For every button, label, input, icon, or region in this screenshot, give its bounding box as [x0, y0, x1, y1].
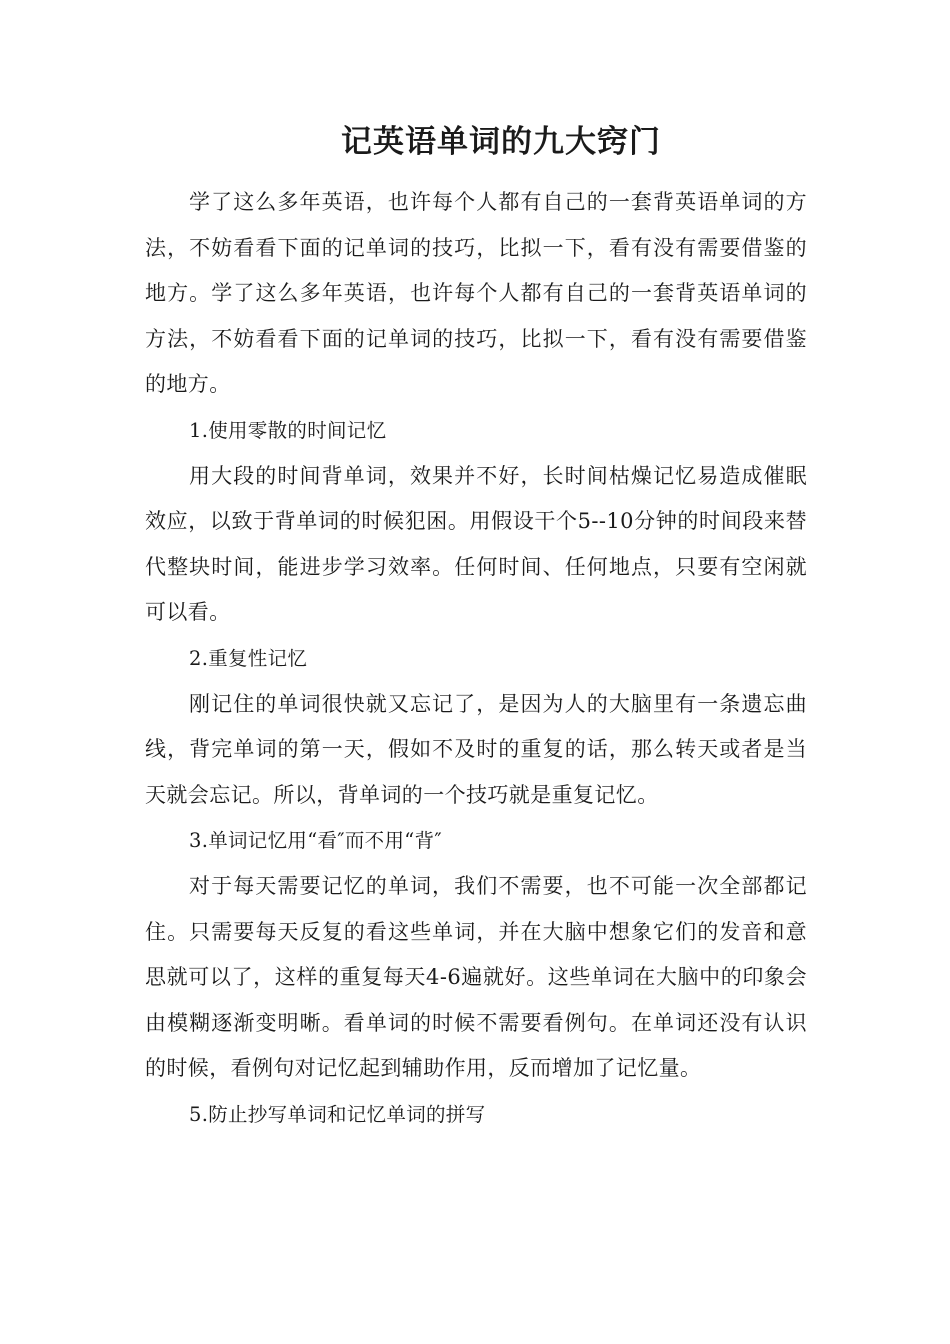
section-heading-3: 3.单词记忆用“看″而不用“背″ [189, 829, 442, 852]
document-content [145, 122, 807, 1138]
section-body-3: 对于每天需要记忆的单词，我们不需要，也不可能一次全部都记住。只需要每天反复的看这些单词，并在大脑中想象它们的发音和意思就可以了，这样的重复每天4-6遍就好。这些单词在大脑中的印象会由模糊逐渐变明晰。看单词的时候不需要看例句。在单词还没有认识的时候，看例句对记忆起到辅助作用，反而增加了记忆量。 [145, 874, 807, 1080]
section-heading-2: 2.重复性记忆 [189, 646, 308, 670]
document-title: 记英语单词的九大窍门 [341, 124, 661, 160]
section-body-2: 刚记住的单词很快就又忘记了，是因为人的大脑里有一条遗忘曲线，背完单词的第一天，假如不及时的重复的话，那么转天或者是当天就会忘记。所以，背单词的一个技巧就是重复记忆。 [145, 691, 807, 807]
intro-paragraph: 学了这么多年英语，也许每个人都有自己的一套背英语单词的方法，不妨看看下面的记单词的技巧，比拟一下，看有没有需要借鉴的地方。学了这么多年英语，也许每个人都有自己的一套背英语单词的方法，不妨看看下面的记单词的技巧，比拟一下，看有没有需要借鉴的地方。 [145, 190, 807, 396]
section-body-1: 用大段的时间背单词，效果并不好，长时间枯燥记忆易造成催眠效应，以致于背单词的时候犯困。用假设干个5--10分钟的时间段来替代整块时间，能进步学习效率。任何时间、任何地点，只要有空闲就可以看。 [145, 463, 807, 624]
section-heading-1: 1.使用零散的时间记忆 [189, 418, 387, 442]
section-heading-5: 5.防止抄写单词和记忆单词的拼写 [189, 1102, 486, 1126]
